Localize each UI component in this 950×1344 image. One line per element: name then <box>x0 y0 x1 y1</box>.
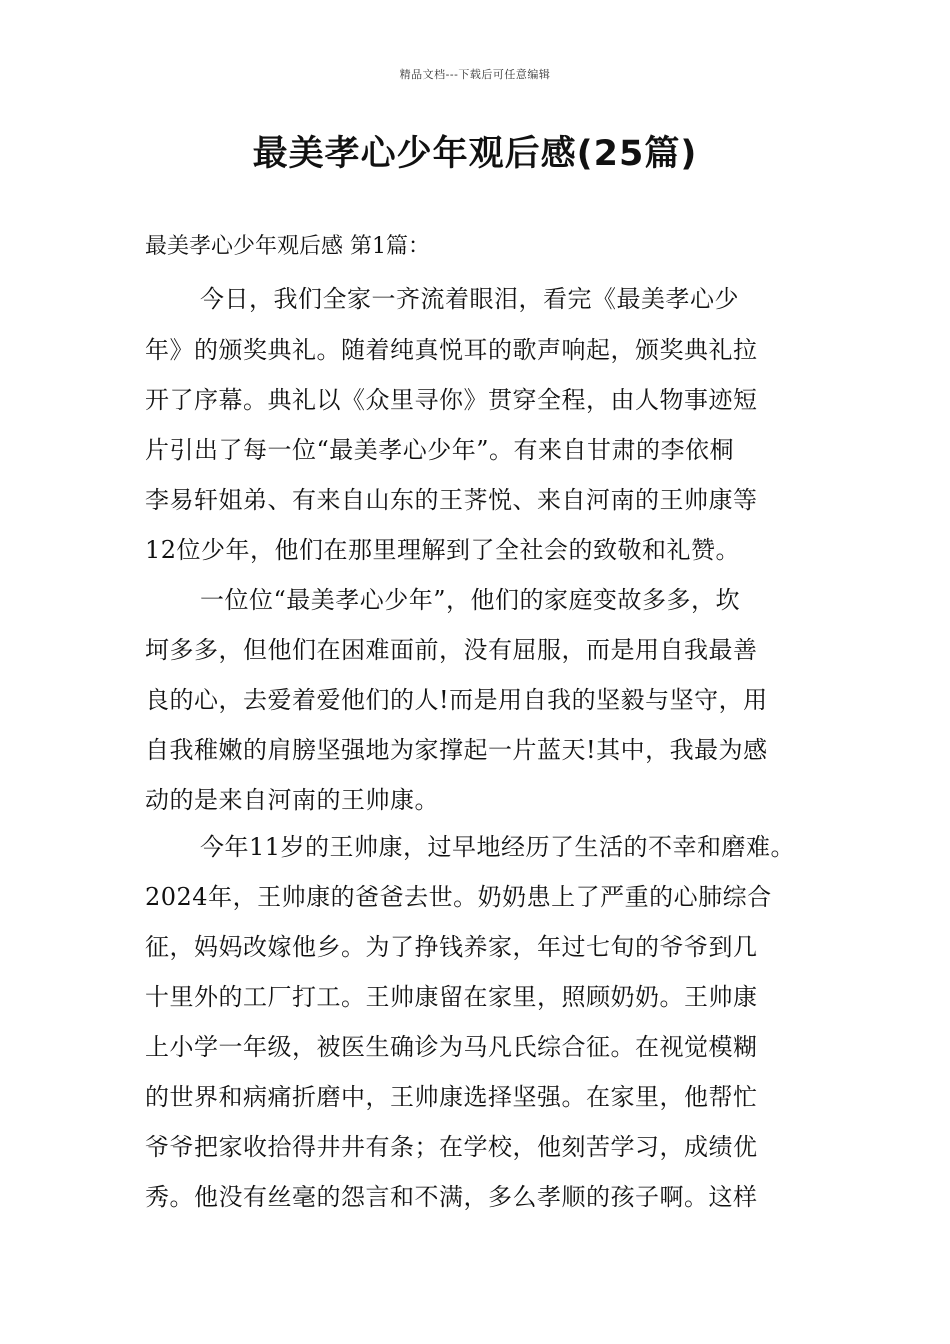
text-line: 自我稚嫩的肩膀坚强地为家撑起一片蓝天!其中，我最为感 <box>145 736 768 764</box>
section-heading: 最美孝心少年观后感 第1篇： <box>145 234 430 259</box>
text-line: 动的是来自河南的王帅康。 <box>145 786 439 814</box>
text-line: 良的心，去爱着爱他们的人!而是用自我的坚毅与坚守，用 <box>145 686 768 714</box>
text-line: 秀。他没有丝毫的怨言和不满，多么孝顺的孩子啊。这样 <box>145 1183 758 1211</box>
text-line: 开了序幕。典礼以《众里寻你》贯穿全程，由人物事迹短 <box>145 386 758 414</box>
text-line: 片引出了每一位“最美孝心少年”。有来自甘肃的李依桐 <box>145 436 735 464</box>
text-line: 征，妈妈改嫁他乡。为了挣钱养家，年过七旬的爷爷到几 <box>145 933 758 961</box>
text-line: 十里外的工厂打工。王帅康留在家里，照顾奶奶。王帅康 <box>145 983 758 1011</box>
page-title: 最美孝心少年观后感(25篇) <box>252 134 698 174</box>
text-line: 爷爷把家收拾得井井有条；在学校，他刻苦学习，成绩优 <box>145 1133 758 1161</box>
text-line: 今年11岁的王帅康，过早地经历了生活的不幸和磨难。 <box>200 833 796 861</box>
text-line: 坷多多，但他们在困难面前，没有屈服，而是用自我最善 <box>145 636 758 664</box>
text-line: 李易轩姐弟、有来自山东的王荠悦、来自河南的王帅康等 <box>145 486 758 514</box>
text-line: 今日，我们全家一齐流着眼泪，看完《最美孝心少 <box>200 285 739 313</box>
text-line: 的世界和病痛折磨中，王帅康选择坚强。在家里，他帮忙 <box>145 1083 758 1111</box>
text-line: 上小学一年级，被医生确诊为马凡氏综合征。在视觉模糊 <box>145 1033 758 1061</box>
text-line: 12位少年，他们在那里理解到了全社会的致敬和礼赞。 <box>145 536 741 564</box>
text-line: 2024年，王帅康的爸爸去世。奶奶患上了严重的心肺综合 <box>145 883 772 911</box>
text-line: 一位位“最美孝心少年”，他们的家庭变故多多，坎 <box>200 586 741 614</box>
text-line: 年》的颁奖典礼。随着纯真悦耳的歌声响起，颁奖典礼拉 <box>145 336 758 364</box>
header-note: 精品文档---下载后可任意编辑 <box>399 68 551 81</box>
